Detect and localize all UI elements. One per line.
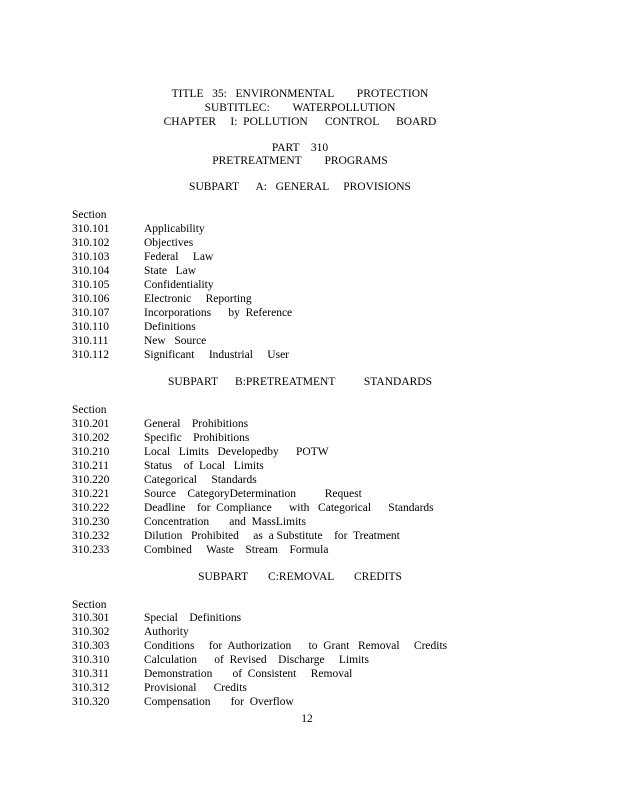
section-entry bbox=[72, 306, 292, 320]
page-number: 12 bbox=[301, 713, 313, 725]
section-title: Electronic Reporting bbox=[144, 293, 252, 305]
section-number: 310.106 bbox=[72, 293, 110, 305]
section-title: Confidentiality bbox=[144, 279, 214, 291]
section-number: 310.222 bbox=[72, 502, 110, 514]
section-number: 310.312 bbox=[72, 682, 110, 694]
section-number: 310.111 bbox=[72, 335, 109, 347]
section-entry bbox=[72, 695, 447, 709]
section-title: Authority bbox=[144, 626, 189, 638]
section-number: 310.230 bbox=[72, 516, 110, 528]
subpart-c-section-list bbox=[72, 611, 447, 709]
section-entry bbox=[72, 515, 434, 529]
section-number: 310.211 bbox=[72, 460, 109, 472]
section-entry bbox=[72, 611, 447, 625]
section-entry bbox=[72, 459, 434, 473]
section-title: Specific Prohibitions bbox=[144, 432, 250, 444]
chapter-line: CHAPTER I: POLLUTION CONTROL BOARD bbox=[163, 116, 437, 128]
subpart-a-heading: SUBPART A: GENERAL PROVISIONS bbox=[189, 181, 411, 193]
section-entry bbox=[72, 625, 447, 639]
section-entry bbox=[72, 278, 292, 292]
section-title: Definitions bbox=[144, 321, 196, 333]
section-number: 310.112 bbox=[72, 349, 109, 361]
section-entry bbox=[72, 417, 434, 431]
section-entry bbox=[72, 653, 447, 667]
section-entry bbox=[72, 236, 292, 250]
section-number: 310.202 bbox=[72, 432, 110, 444]
subtitle-line: SUBTITLEC: WATERPOLLUTION bbox=[204, 102, 396, 114]
section-number: 310.110 bbox=[72, 321, 109, 333]
section-entry bbox=[72, 681, 447, 695]
section-title: Objectives bbox=[144, 237, 194, 249]
section-title: Significant Industrial User bbox=[144, 349, 290, 361]
section-entry bbox=[72, 348, 292, 362]
section-title: Dilution Prohibited as a Substitute for Treatment bbox=[144, 530, 400, 542]
section-title: State Law bbox=[144, 265, 197, 277]
section-title: Provisional Credits bbox=[144, 682, 247, 694]
section-title: Source CategoryDetermination Request bbox=[144, 488, 362, 500]
section-entry bbox=[72, 431, 434, 445]
section-number: 310.320 bbox=[72, 696, 110, 708]
subpart-b-section-label: Section bbox=[72, 404, 107, 416]
section-entry bbox=[72, 543, 434, 557]
section-number: 310.107 bbox=[72, 307, 110, 319]
section-entry bbox=[72, 264, 292, 278]
section-number: 310.221 bbox=[72, 488, 110, 500]
section-title: Applicability bbox=[144, 223, 205, 235]
section-entry bbox=[72, 320, 292, 334]
section-number: 310.311 bbox=[72, 668, 109, 680]
section-number: 310.301 bbox=[72, 612, 110, 624]
section-entry bbox=[72, 292, 292, 306]
section-title: Demonstration of Consistent Removal bbox=[144, 668, 353, 680]
section-title: Local Limits Developedby POTW bbox=[144, 446, 329, 458]
section-entry bbox=[72, 529, 434, 543]
section-number: 310.201 bbox=[72, 418, 110, 430]
section-number: 310.233 bbox=[72, 544, 110, 556]
section-number: 310.103 bbox=[72, 251, 110, 263]
section-entry bbox=[72, 334, 292, 348]
subpart-b-section-list bbox=[72, 417, 434, 557]
section-title: General Prohibitions bbox=[144, 418, 249, 430]
section-title: Deadline for Compliance with Categorical Standards bbox=[144, 502, 434, 514]
part-name: PRETREATMENT PROGRAMS bbox=[212, 155, 388, 167]
section-title: Incorporations by Reference bbox=[144, 307, 293, 319]
section-number: 310.310 bbox=[72, 654, 110, 666]
subpart-c-section-label: Section bbox=[72, 599, 107, 611]
section-entry bbox=[72, 501, 434, 515]
section-title: Concentration and MassLimits bbox=[144, 516, 306, 528]
section-entry bbox=[72, 639, 447, 653]
section-number: 310.105 bbox=[72, 279, 110, 291]
section-entry bbox=[72, 667, 447, 681]
section-title: Calculation of Revised Discharge Limits bbox=[144, 654, 369, 666]
section-number: 310.232 bbox=[72, 530, 110, 542]
section-title: Compensation for Overflow bbox=[144, 696, 294, 708]
title-line: TITLE 35: ENVIRONMENTAL PROTECTION bbox=[171, 88, 429, 100]
subpart-a-section-label: Section bbox=[72, 209, 107, 221]
section-number: 310.104 bbox=[72, 265, 110, 277]
section-number: 310.102 bbox=[72, 237, 110, 249]
section-entry bbox=[72, 473, 434, 487]
section-title: Combined Waste Stream Formula bbox=[144, 544, 329, 556]
subpart-b-heading: SUBPART B:PRETREATMENT STANDARDS bbox=[167, 376, 432, 388]
section-entry bbox=[72, 487, 434, 501]
section-entry bbox=[72, 222, 292, 236]
subpart-a-section-list bbox=[72, 222, 292, 362]
section-title: Status of Local Limits bbox=[144, 460, 264, 472]
section-number: 310.303 bbox=[72, 640, 110, 652]
section-entry bbox=[72, 445, 434, 459]
section-title: Categorical Standards bbox=[144, 474, 257, 486]
section-number: 310.302 bbox=[72, 626, 110, 638]
section-title: Conditions for Authorization to Grant Removal Credits bbox=[144, 640, 448, 652]
section-number: 310.210 bbox=[72, 446, 110, 458]
section-title: Federal Law bbox=[144, 251, 214, 263]
section-title: Special Definitions bbox=[144, 612, 242, 624]
subpart-c-heading: SUBPART C:REMOVAL CREDITS bbox=[198, 571, 402, 583]
section-number: 310.101 bbox=[72, 223, 110, 235]
section-title: New Source bbox=[144, 335, 207, 347]
section-entry bbox=[72, 250, 292, 264]
part-line: PART 310 bbox=[271, 142, 329, 154]
section-number: 310.220 bbox=[72, 474, 110, 486]
